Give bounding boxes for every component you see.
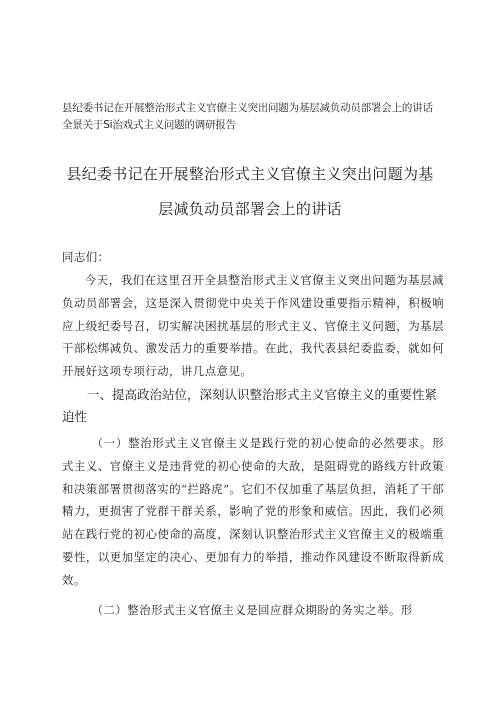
point-2-paragraph: （二）整治形式主义官僚主义是回应群众期盼的务实之举。形	[91, 603, 413, 617]
section-heading-1: 一、提高政治站位，深刻认识整治形式主义官僚主义的重要性紧迫性	[62, 387, 438, 424]
header-note: 县纪委书记在开展整治形式主义官僚主义突出问题为基层减负动员部署会上的讲话全景关于Si治戏式主义问题的调研报告	[62, 102, 433, 131]
intro-paragraph: 今天，我们在这里召开全县整治形式主义官僚主义突出问题为基层减负动员部署会，这是深入贯彻党中央关于作风建设重要指示精神，积极响应上级纪委号召，切实解决困扰基层的形式主义、官僚主义问题，为基层干部松绑减负、激发活力的重要举措。在此，我代表县纪委监委，就如何开展好这项专项行动，讲几点意见。	[62, 273, 444, 379]
salutation: 同志们：	[62, 250, 110, 264]
point-1-paragraph: （一）整治形式主义官僚主义是践行党的初心使命的必然要求。形式主义、官僚主义是违背党的初心使命的大敌，是阻碍党的路线方针政策和决策部署贯彻落实的“拦路虎”。它们不仅加重了基层负担，消耗了干部精力，更损害了党群干群关系，影响了党的形象和威信。因此，我们必须站在践行党的初心使命的高度，深刻认识整治形式主义官僚主义的极端重要性，以更加坚定的决心、更加有力的举措，推动作风建设不断取得新成效。	[62, 436, 444, 587]
document-title: 县纪委书记在开展整治形式主义官僚主义突出问题为基层减负动员部署会上的讲话	[66, 165, 434, 218]
